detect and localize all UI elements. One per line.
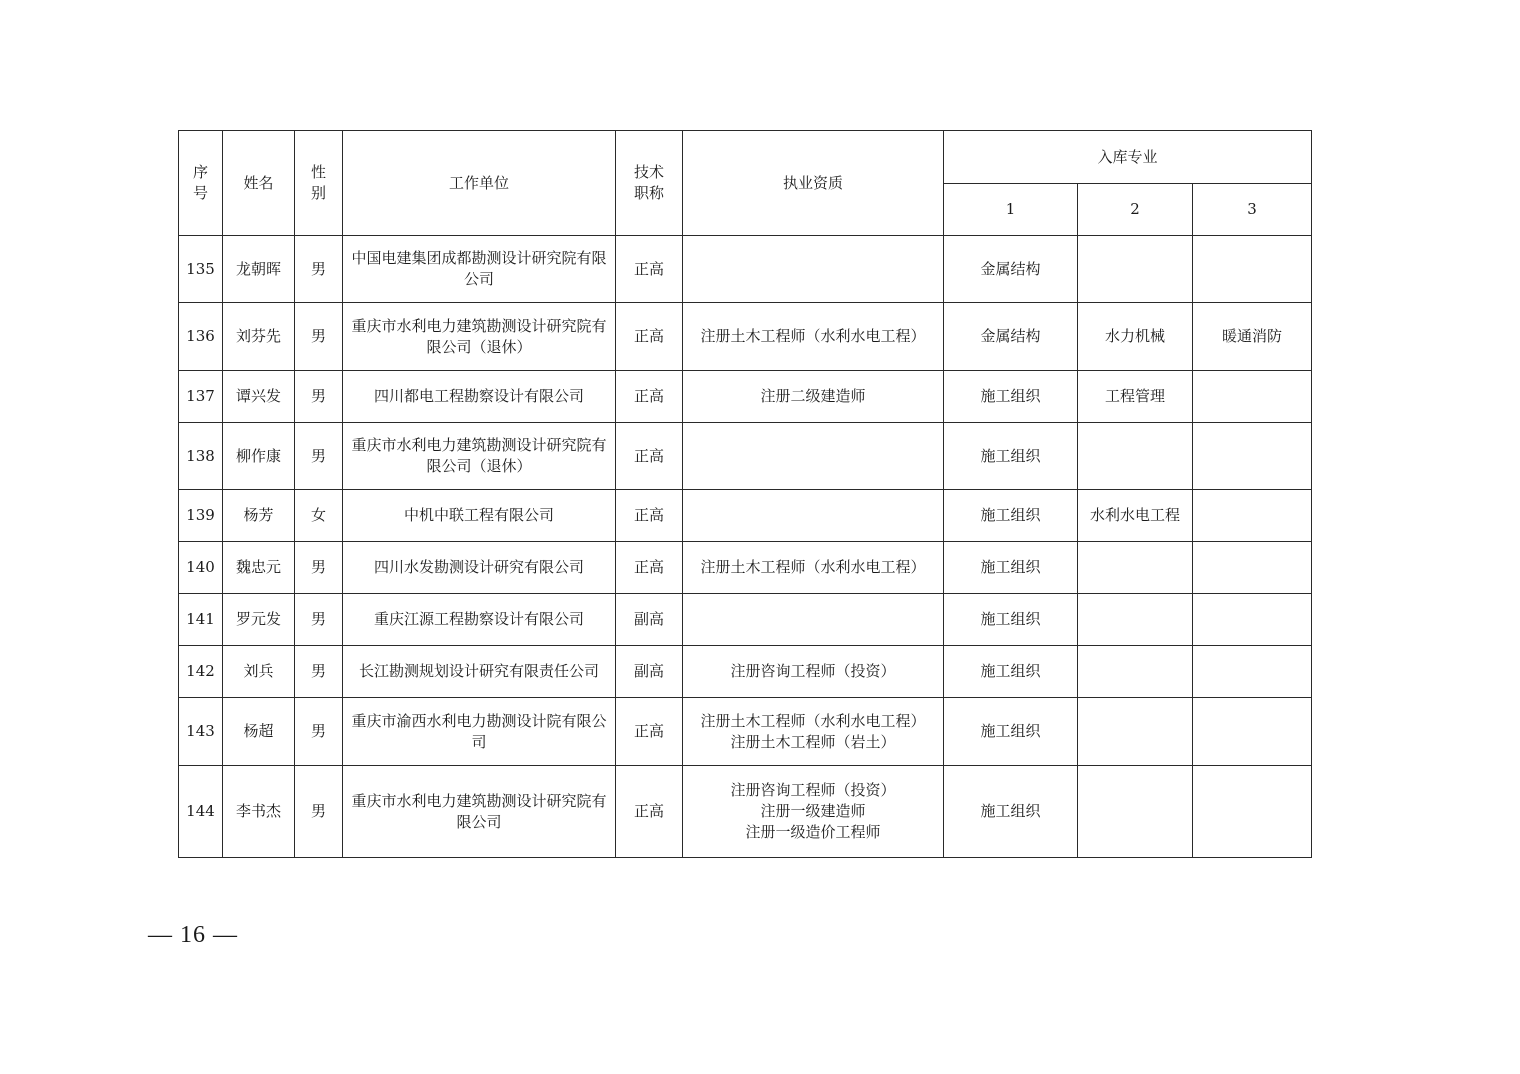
cell-technical-title: 正高	[616, 542, 683, 594]
cell-specialty-1: 施工组织	[944, 490, 1078, 542]
cell-work-unit: 重庆市水利电力建筑勘测设计研究院有限公司（退休）	[343, 423, 616, 490]
cell-specialty-2	[1078, 698, 1193, 766]
cell-gender: 男	[295, 766, 343, 858]
cell-qualification: 注册土木工程师（水利水电工程） 注册土木工程师（岩土）	[683, 698, 944, 766]
cell-specialty-1: 金属结构	[944, 303, 1078, 371]
cell-specialty-1: 施工组织	[944, 698, 1078, 766]
cell-specialty-2	[1078, 594, 1193, 646]
cell-name: 李书杰	[223, 766, 295, 858]
cell-technical-title: 正高	[616, 490, 683, 542]
cell-qualification: 注册咨询工程师（投资） 注册一级建造师 注册一级造价工程师	[683, 766, 944, 858]
cell-gender: 男	[295, 371, 343, 423]
cell-specialty-3	[1193, 490, 1312, 542]
cell-specialty-2	[1078, 766, 1193, 858]
header-work-unit: 工作单位	[343, 131, 616, 236]
cell-specialty-3	[1193, 594, 1312, 646]
cell-qualification	[683, 594, 944, 646]
table-row	[179, 766, 1312, 858]
header-specialty-1: 1	[944, 184, 1078, 236]
cell-specialty-2	[1078, 646, 1193, 698]
table-row	[179, 236, 1312, 303]
cell-specialty-3	[1193, 646, 1312, 698]
cell-specialty-1: 施工组织	[944, 542, 1078, 594]
cell-specialty-1: 施工组织	[944, 371, 1078, 423]
cell-seq: 138	[179, 423, 223, 490]
cell-specialty-3	[1193, 371, 1312, 423]
cell-qualification	[683, 490, 944, 542]
cell-specialty-2	[1078, 423, 1193, 490]
header-specialty-2: 2	[1078, 184, 1193, 236]
cell-specialty-1: 施工组织	[944, 766, 1078, 858]
header-technical-title: 技术 职称	[616, 131, 683, 236]
cell-seq: 135	[179, 236, 223, 303]
cell-technical-title: 正高	[616, 371, 683, 423]
cell-technical-title: 副高	[616, 646, 683, 698]
cell-specialty-3	[1193, 236, 1312, 303]
cell-specialty-3	[1193, 423, 1312, 490]
page-number: — 16 —	[148, 922, 238, 948]
cell-specialty-3	[1193, 766, 1312, 858]
cell-name: 谭兴发	[223, 371, 295, 423]
table-row	[179, 490, 1312, 542]
header-gender: 性 别	[295, 131, 343, 236]
header-seq: 序 号	[179, 131, 223, 236]
cell-name: 魏忠元	[223, 542, 295, 594]
cell-gender: 男	[295, 423, 343, 490]
cell-work-unit: 长江勘测规划设计研究有限责任公司	[343, 646, 616, 698]
cell-specialty-3	[1193, 698, 1312, 766]
header-qualification: 执业资质	[683, 131, 944, 236]
cell-qualification: 注册土木工程师（水利水电工程）	[683, 542, 944, 594]
cell-specialty-3: 暖通消防	[1193, 303, 1312, 371]
cell-seq: 143	[179, 698, 223, 766]
cell-gender: 男	[295, 646, 343, 698]
cell-technical-title: 正高	[616, 698, 683, 766]
cell-technical-title: 正高	[616, 303, 683, 371]
cell-name: 罗元发	[223, 594, 295, 646]
cell-name: 刘芬先	[223, 303, 295, 371]
cell-seq: 139	[179, 490, 223, 542]
cell-specialty-2	[1078, 236, 1193, 303]
cell-specialty-2: 水力机械	[1078, 303, 1193, 371]
table-row	[179, 542, 1312, 594]
table-body	[179, 236, 1312, 858]
cell-seq: 141	[179, 594, 223, 646]
cell-qualification: 注册咨询工程师（投资）	[683, 646, 944, 698]
cell-name: 柳作康	[223, 423, 295, 490]
table-row	[179, 646, 1312, 698]
cell-name: 刘兵	[223, 646, 295, 698]
header-specialty-3: 3	[1193, 184, 1312, 236]
cell-gender: 男	[295, 542, 343, 594]
cell-specialty-1: 金属结构	[944, 236, 1078, 303]
cell-technical-title: 正高	[616, 236, 683, 303]
expert-roster-table	[178, 130, 1312, 858]
cell-qualification: 注册土木工程师（水利水电工程）	[683, 303, 944, 371]
cell-technical-title: 副高	[616, 594, 683, 646]
cell-work-unit: 重庆市水利电力建筑勘测设计研究院有限公司（退休）	[343, 303, 616, 371]
cell-work-unit: 四川水发勘测设计研究有限公司	[343, 542, 616, 594]
cell-work-unit: 四川都电工程勘察设计有限公司	[343, 371, 616, 423]
table-row	[179, 423, 1312, 490]
cell-name: 杨芳	[223, 490, 295, 542]
cell-specialty-1: 施工组织	[944, 594, 1078, 646]
cell-seq: 144	[179, 766, 223, 858]
cell-qualification	[683, 236, 944, 303]
cell-work-unit: 中国电建集团成都勘测设计研究院有限公司	[343, 236, 616, 303]
cell-qualification	[683, 423, 944, 490]
cell-specialty-2: 工程管理	[1078, 371, 1193, 423]
cell-work-unit: 重庆市渝西水利电力勘测设计院有限公司	[343, 698, 616, 766]
cell-seq: 137	[179, 371, 223, 423]
cell-name: 杨超	[223, 698, 295, 766]
cell-name: 龙朝晖	[223, 236, 295, 303]
cell-specialty-1: 施工组织	[944, 646, 1078, 698]
cell-gender: 男	[295, 594, 343, 646]
header-specialty-group: 入库专业	[944, 131, 1312, 184]
cell-specialty-1: 施工组织	[944, 423, 1078, 490]
cell-seq: 140	[179, 542, 223, 594]
cell-seq: 136	[179, 303, 223, 371]
table-row	[179, 698, 1312, 766]
cell-specialty-2	[1078, 542, 1193, 594]
table-header	[179, 131, 1312, 236]
cell-gender: 男	[295, 236, 343, 303]
header-name: 姓名	[223, 131, 295, 236]
cell-qualification: 注册二级建造师	[683, 371, 944, 423]
cell-specialty-3	[1193, 542, 1312, 594]
table-row	[179, 594, 1312, 646]
cell-technical-title: 正高	[616, 423, 683, 490]
cell-work-unit: 重庆市水利电力建筑勘测设计研究院有限公司	[343, 766, 616, 858]
cell-seq: 142	[179, 646, 223, 698]
cell-work-unit: 中机中联工程有限公司	[343, 490, 616, 542]
cell-specialty-2: 水利水电工程	[1078, 490, 1193, 542]
cell-gender: 女	[295, 490, 343, 542]
cell-gender: 男	[295, 303, 343, 371]
table-row	[179, 371, 1312, 423]
cell-technical-title: 正高	[616, 766, 683, 858]
cell-gender: 男	[295, 698, 343, 766]
cell-work-unit: 重庆江源工程勘察设计有限公司	[343, 594, 616, 646]
table-row	[179, 303, 1312, 371]
